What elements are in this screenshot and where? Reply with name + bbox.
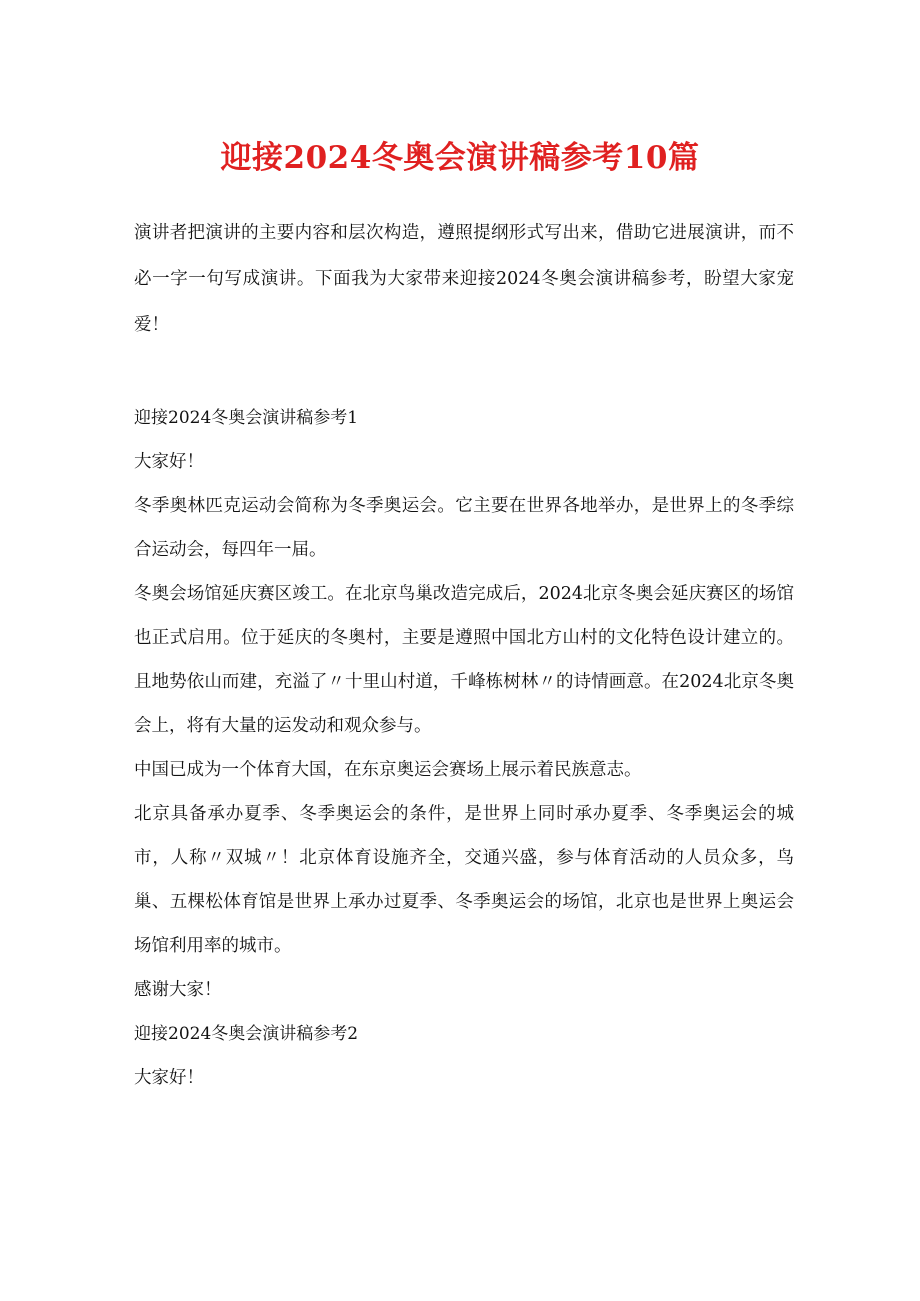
section-spacer — [134, 348, 794, 396]
section-paragraph: 北京具备承办夏季、冬季奥运会的条件，是世界上同时承办夏季、冬季奥运会的城市，人称〃双城〃！北京体育设施齐全，交通兴盛，参与体育活动的人员众多，鸟巢、五棵松体育馆是世界上承办过夏季、冬季奥运会的场馆，北京也是世界上奥运会场馆利用率的城市。 — [134, 804, 794, 956]
speech-section-2 — [134, 1012, 794, 1100]
speech-section-1 — [134, 396, 794, 1012]
document-body — [134, 210, 794, 1100]
section-greeting: 大家好！ — [134, 1068, 204, 1088]
section-paragraph: 冬季奥林匹克运动会简称为冬季奥运会。它主要在世界各地举办，是世界上的冬季综合运动会，每四年一届。 — [134, 496, 794, 560]
document-title: 迎接2024冬奥会演讲稿参考10篇 — [220, 140, 700, 176]
section-closing: 感谢大家！ — [134, 980, 222, 1000]
section-paragraph: 中国已成为一个体育大国，在东京奥运会赛场上展示着民族意志。 — [134, 760, 642, 780]
intro-section — [134, 210, 794, 348]
section-greeting: 大家好！ — [134, 452, 204, 472]
section-heading: 迎接2024冬奥会演讲稿参考2 — [134, 1024, 359, 1044]
section-paragraph: 冬奥会场馆延庆赛区竣工。在北京鸟巢改造完成后，2024北京冬奥会延庆赛区的场馆也正式启用。位于延庆的冬奥村，主要是遵照中国北方山村的文化特色设计建立的。且地势依山而建，充溢了〃十里山村道，千峰栋树林〃的诗情画意。在2024北京冬奥会上，将有大量的运发动和观众参与。 — [134, 584, 794, 736]
section-heading: 迎接2024冬奥会演讲稿参考1 — [134, 408, 359, 428]
intro-paragraph: 演讲者把演讲的主要内容和层次构造，遵照提纲形式写出来，借助它进展演讲，而不必一字一句写成演讲。下面我为大家带来迎接2024冬奥会演讲稿参考，盼望大家宠爱！ — [134, 223, 794, 335]
